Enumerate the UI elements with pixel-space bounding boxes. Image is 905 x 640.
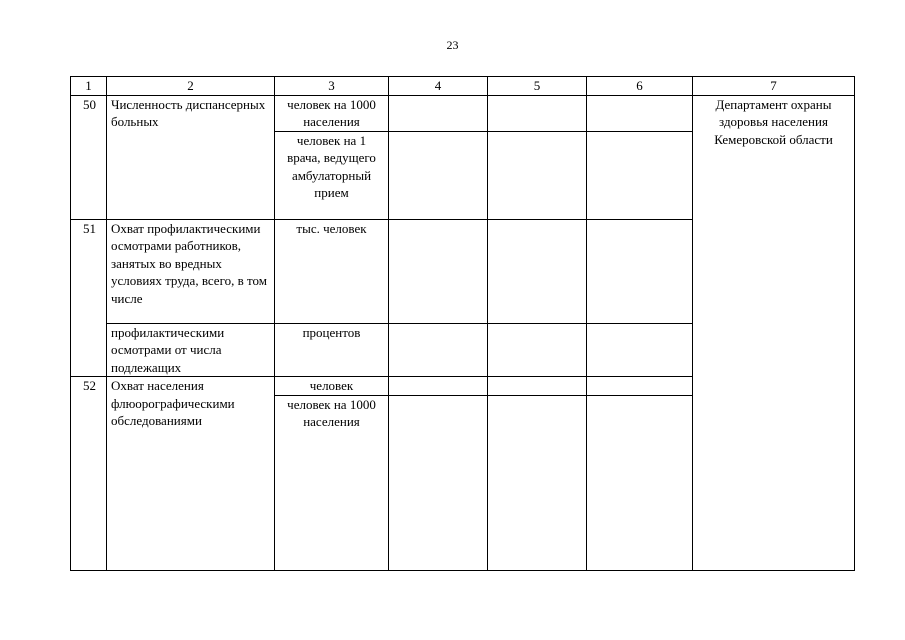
value-cell	[488, 395, 587, 570]
header-cell-1: 1	[71, 77, 107, 96]
indicator-cell: Охват населения флюорографическими обследованиями	[107, 377, 275, 571]
value-cell	[587, 95, 693, 131]
value-cell	[587, 395, 693, 570]
row-number: 52	[71, 377, 107, 571]
header-cell-3: 3	[275, 77, 389, 96]
header-cell-2: 2	[107, 77, 275, 96]
value-cell	[488, 377, 587, 396]
value-cell	[488, 323, 587, 377]
value-cell	[488, 95, 587, 131]
header-cell-6: 6	[587, 77, 693, 96]
unit-cell: человек на 1000 населения	[275, 95, 389, 131]
sub-indicator-cell: профилактическими осмотрами от числа подлежащих	[107, 323, 275, 377]
data-table	[70, 76, 855, 571]
value-cell	[389, 323, 488, 377]
indicator-cell: Охват профилактическими осмотрами работников, занятых во вредных условиях труда, всего, в том числе	[107, 219, 275, 323]
value-cell	[389, 377, 488, 396]
value-cell	[587, 219, 693, 323]
unit-cell: процентов	[275, 323, 389, 377]
header-row	[71, 77, 855, 96]
row-number: 51	[71, 219, 107, 377]
unit-cell: человек	[275, 377, 389, 396]
unit-cell: человек на 1000 населения	[275, 395, 389, 570]
header-cell-4: 4	[389, 77, 488, 96]
value-cell	[389, 95, 488, 131]
indicator-cell: Численность диспансерных больных	[107, 95, 275, 219]
value-cell	[389, 219, 488, 323]
value-cell	[488, 131, 587, 219]
value-cell	[389, 131, 488, 219]
row-number: 50	[71, 95, 107, 219]
department-cell: Департамент охраны здоровья населения Кемеровской области	[693, 95, 855, 570]
unit-cell: тыс. человек	[275, 219, 389, 323]
value-cell	[587, 377, 693, 396]
page-number: 23	[446, 38, 459, 52]
value-cell	[587, 323, 693, 377]
header-cell-7: 7	[693, 77, 855, 96]
table-row-50	[71, 95, 855, 131]
unit-cell: человек на 1 врача, ведущего амбулаторный прием	[275, 131, 389, 219]
value-cell	[587, 131, 693, 219]
value-cell	[389, 395, 488, 570]
value-cell	[488, 219, 587, 323]
header-cell-5: 5	[488, 77, 587, 96]
